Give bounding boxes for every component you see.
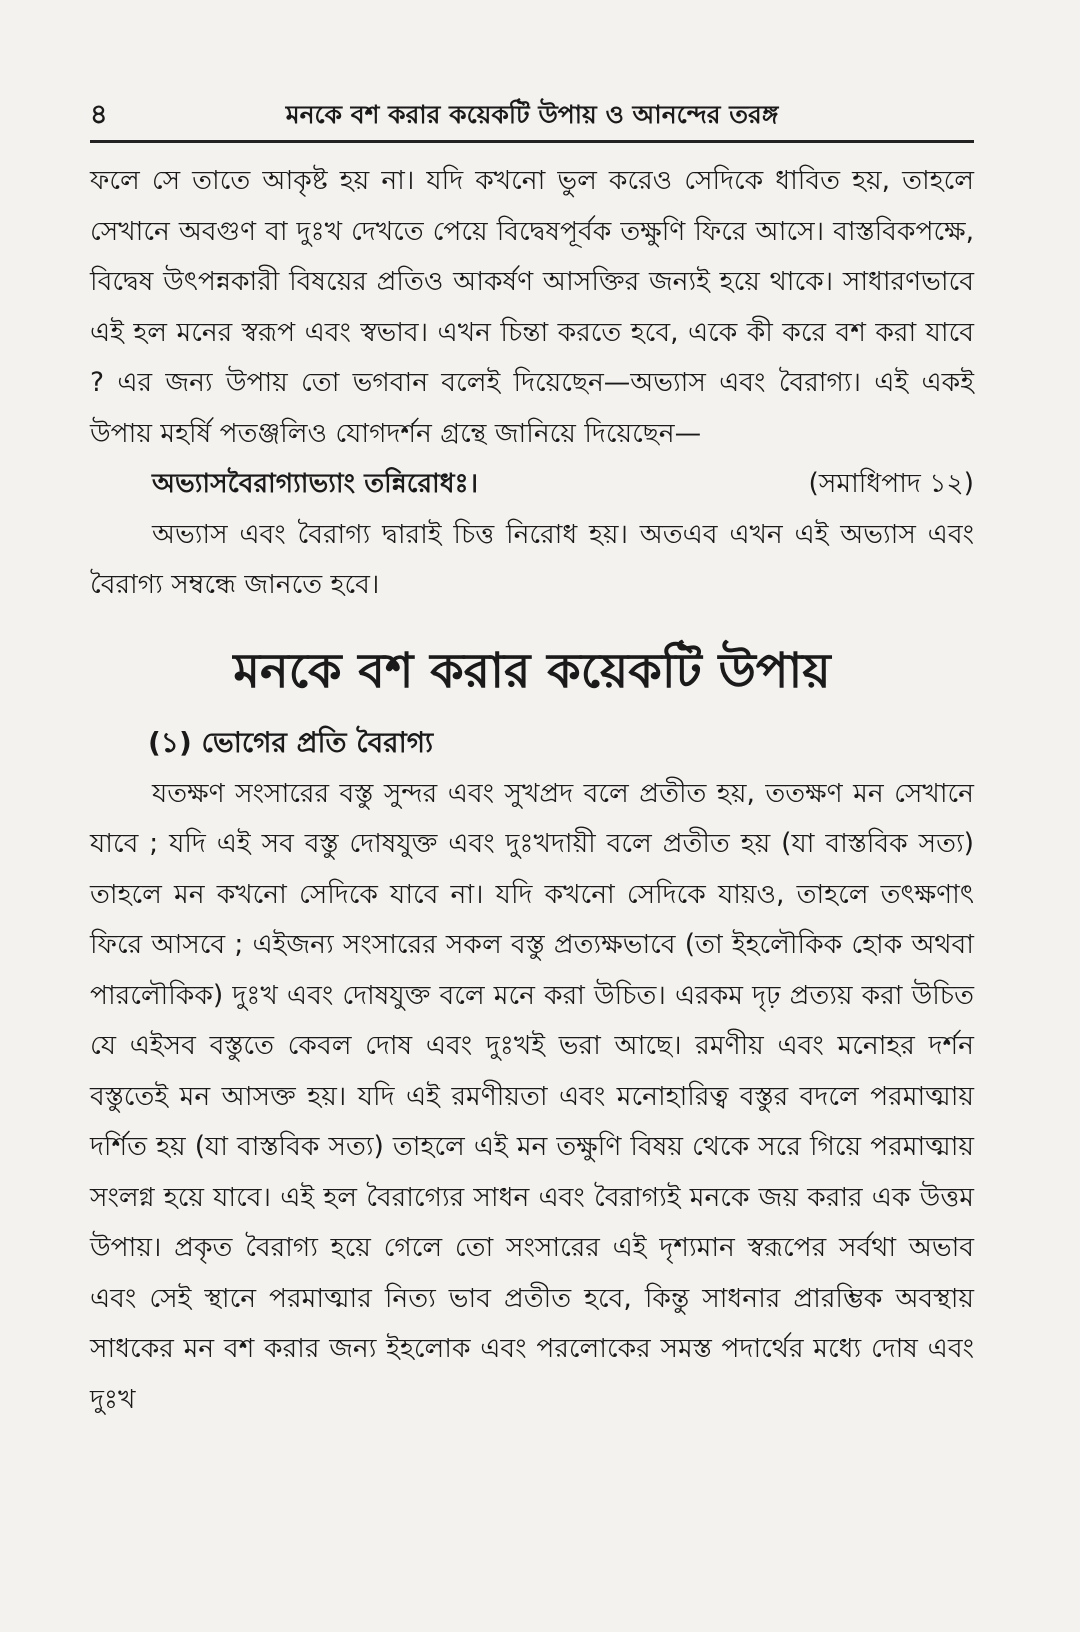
- running-title: মনকে বশ করার কয়েকটি উপায় ও আনন্দের তরঙ্গ: [285, 99, 779, 129]
- page-number: ৪: [90, 98, 108, 130]
- quote-text: অভ্যাসবৈরাগ্যাভ্যাং তন্নিরোধঃ।: [152, 468, 479, 499]
- quote-reference: (সমাধিপাদ ১২): [808, 468, 974, 499]
- after-quote-paragraph: অভ্যাস এবং বৈরাগ্য দ্বারাই চিত্ত নিরোধ হয়। অতএব এখন এই অভ্যাস এবং বৈরাগ্য সম্বন্ধে জানতে হবে।: [90, 518, 974, 600]
- intro-paragraph: ফলে সে তাতে আকৃষ্ট হয় না। যদি কখনো ভুল করেও সেদিকে ধাবিত হয়, তাহলে সেখানে অবগুণ বা দুঃখ দেখতে পেয়ে বিদ্বেষপূর্বক তক্ষুণি ফিরে আসে। বাস্তবিকপক্ষে, বিদ্বেষ উৎপন্নকারী বিষয়ের প্রতিও আকর্ষণ আসক্তির জন্যই হয়ে থাকে। সাধারণভাবে এই হল মনের স্বরূপ এবং স্বভাব। এখন চিন্তা করতে হবে, একে কী করে বশ করা যাবে ? এর জন্য উপায় তো ভগবান বলেই দিয়েছেন—অভ্যাস এবং বৈরাগ্য। এই একই উপায় মহর্ষি পতঞ্জলিও যোগদর্শন গ্রন্থে জানিয়ে দিয়েছেন—: [90, 165, 974, 449]
- sanskrit-quote: [90, 459, 974, 510]
- section-heading: মনকে বশ করার কয়েকটি উপায়: [233, 642, 831, 699]
- page-header: [90, 96, 974, 136]
- header-rule: [90, 140, 974, 143]
- section-paragraph: যতক্ষণ সংসারের বস্তু সুন্দর এবং সুখপ্রদ বলে প্রতীত হয়, ততক্ষণ মন সেখানে যাবে ; যদি এই সব বস্তু দোষযুক্ত এবং দুঃখদায়ী বলে প্রতীত হয় (যা বাস্তবিক সত্য) তাহলে মন কখনো সেদিকে যাবে না। যদি কখনো সেদিকে যায়ও, তাহলে তৎক্ষণাৎ ফিরে আসবে ; এইজন্য সংসারের সকল বস্তু প্রত্যক্ষভাবে (তা ইহলৌকিক হোক অথবা পারলৌকিক) দুঃখ এবং দোষযুক্ত বলে মনে করা উচিত। এরকম দৃঢ় প্রত্যয় করা উচিত যে এইসব বস্তুতে কেবল দোষ এবং দুঃখই ভরা আছে। রমণীয় এবং মনোহর দর্শন বস্তুতেই মন আসক্ত হয়। যদি এই রমণীয়তা এবং মনোহারিত্ব বস্তুর বদলে পরমাত্মায় দর্শিত হয় (যা বাস্তবিক সত্য) তাহলে এই মন তক্ষুণি বিষয় থেকে সরে গিয়ে পরমাত্মায় সংলগ্ন হয়ে যাবে। এই হল বৈরাগ্যের সাধন এবং বৈরাগ্যই মনকে জয় করার এক উত্তম উপায়। প্রকৃত বৈরাগ্য হয়ে গেলে তো সংসারের এই দৃশ্যমান স্বরূপের সর্বথা অভাব এবং সেই স্থানে পরমাত্মার নিত্য ভাব প্রতীত হবে, কিন্তু সাধনার প্রারম্ভিক অবস্থায় সাধকের মন বশ করার জন্য ইহলোক এবং পরলোকের সমস্ত পদার্থের মধ্যে দোষ এবং দুঃখ: [90, 777, 974, 1415]
- subheading: (১) ভোগের প্রতি বৈরাগ্য: [148, 725, 434, 759]
- page-body: [90, 156, 974, 1425]
